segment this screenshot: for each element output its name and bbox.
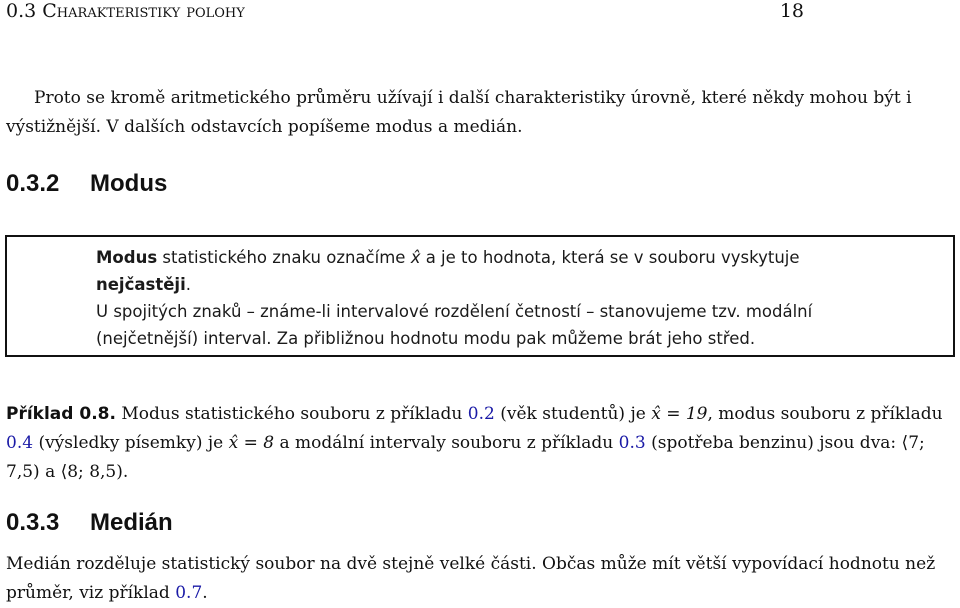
example-label: Příklad 0.8. [6, 404, 116, 424]
definition-continuous-note: U spojitých znaků – známe-li intervalové rozdělení četností – stanovujeme tzv. modální (nejčetnější) interval. Za přibližnou hodnotu modu pak můžeme brát jeho střed. [96, 302, 813, 348]
section-number: 0.3.3 [6, 509, 60, 536]
example-equation: x̂ = 19 [651, 404, 708, 424]
section-heading-median [6, 509, 173, 537]
example-text: , modus souboru z příkladu [707, 404, 943, 424]
section-heading-modus [6, 170, 167, 198]
example-ref-link[interactable]: 0.4 [6, 433, 34, 453]
example-text: (spotřeba benzinu) jsou dva: ⟨7; 7,5) a ⟨8; 8,5). [6, 433, 925, 482]
section-number: 0.3.2 [6, 170, 60, 197]
intro-paragraph: Proto se kromě aritmetického průměru užívají i další charakteristiky úrovně, které někdy mohou být i výstižnější. V dalších odstavcích popíšeme modus a medián. [6, 88, 912, 137]
definition-text-part: statistického znaku označíme [157, 248, 411, 267]
example-ref-link[interactable]: 0.2 [467, 404, 495, 424]
median-text: . [202, 583, 208, 603]
definition-term: Modus [96, 248, 158, 267]
section-title: Medián [90, 509, 173, 536]
running-header [6, 0, 804, 26]
example-paragraph [6, 400, 956, 487]
header-section-number: 0.3 [6, 0, 37, 22]
example-ref-link[interactable]: 0.3 [618, 433, 646, 453]
example-text: (věk studentů) je [494, 404, 652, 424]
definition-text-part: . [185, 275, 191, 294]
definition-text [96, 244, 876, 352]
header-title: Charakteristiky polohy [42, 0, 245, 22]
definition-emphasis: nejčastěji [96, 275, 186, 294]
example-text: Modus statistického souboru z příkladu [115, 404, 468, 424]
page-number: 18 [779, 0, 804, 22]
example-text: (výsledky písemky) je [33, 433, 229, 453]
median-text: Medián rozděluje statistický soubor na dvě stejně velké části. Občas může mít větší vypovídací hodnotu než průměr, viz příklad [6, 554, 936, 603]
median-ref-link[interactable]: 0.7 [175, 583, 203, 603]
mode-symbol: x̂ [410, 248, 421, 267]
example-equation: x̂ = 8 [228, 433, 275, 453]
definition-text-part: a je to hodnota, která se v souboru vyskytuje [420, 248, 800, 267]
median-paragraph [6, 550, 956, 608]
example-text: a modální intervaly souboru z příkladu [274, 433, 619, 453]
section-title: Modus [90, 170, 168, 197]
